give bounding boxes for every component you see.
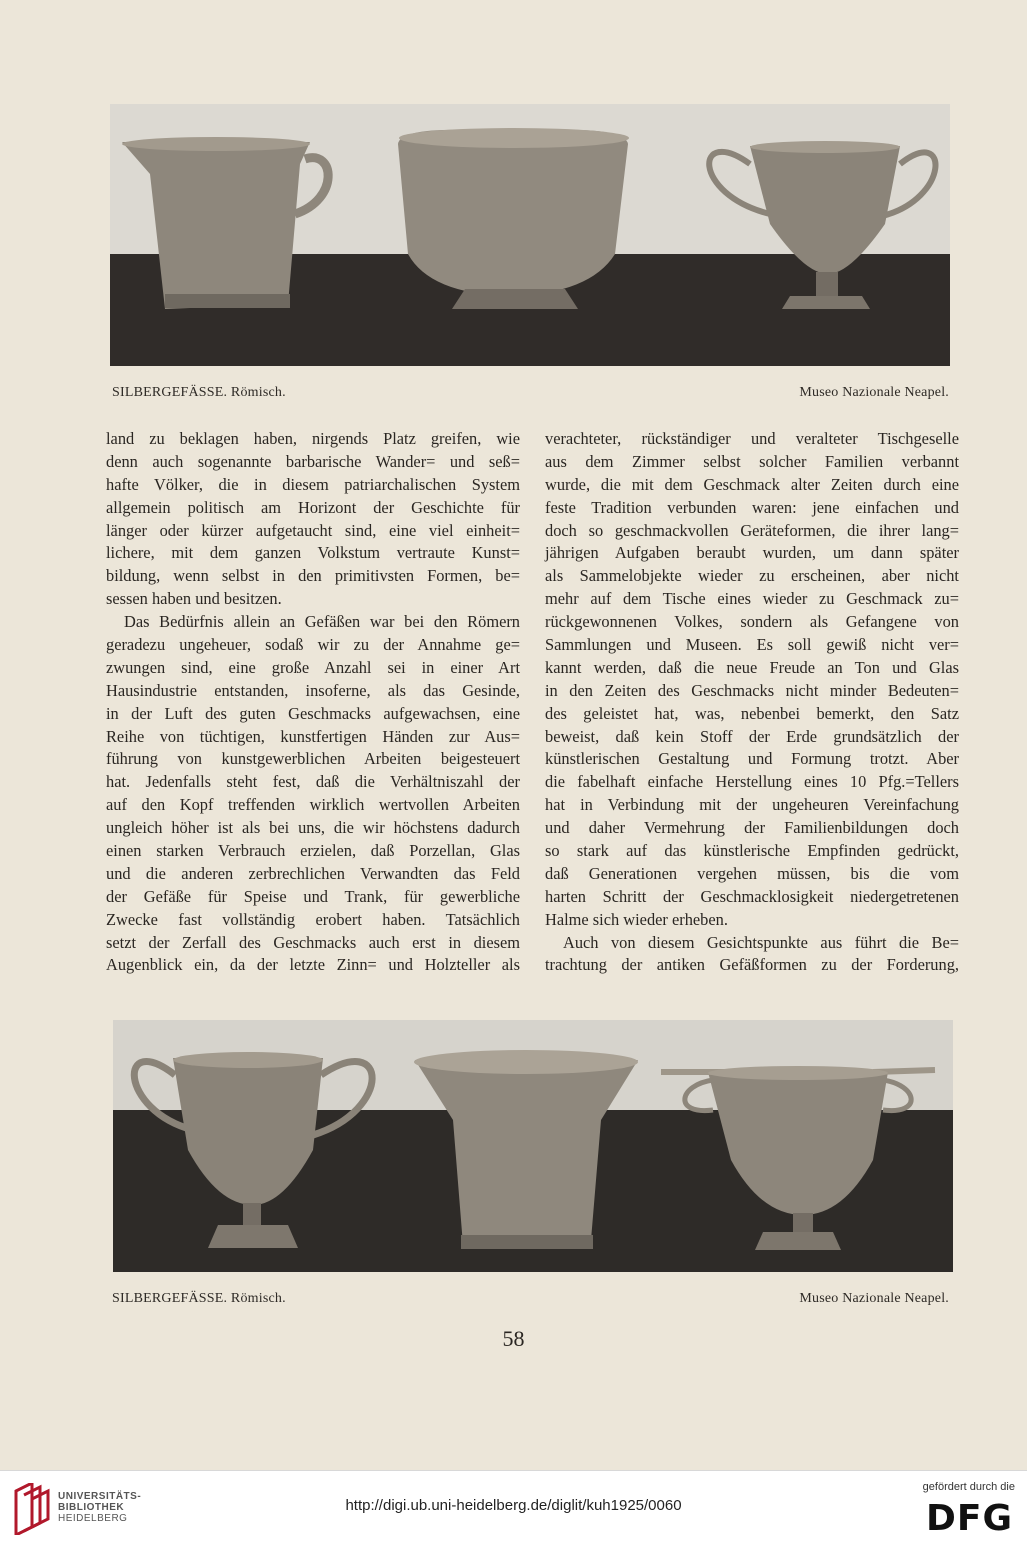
text-line: wurde, die mit dem Geschmack alter Zeiten durch eine [545,474,959,494]
text-line: führung von kunstgewerblichen Arbeiten beigesteuert [106,749,520,769]
text-line: aus dem Zimmer selbst solcher Familien verbannt [545,451,959,471]
text-line: rückgewonnenen Volkes, sondern als Gefangene von [545,612,959,632]
caption-bottom-right: Museo Nazionale Neapel. [799,1291,949,1306]
text-line: hat. Jedenfalls steht fest, daß die Verhältniszahl der [106,772,520,792]
text-line: Halme sich wieder erheben. [545,909,728,929]
text-line: sessen haben und besitzen. [106,589,282,609]
photo-silver-vessels-bottom [113,1020,953,1272]
text-line: jährigen Aufgaben beraubt wurden, um dann später [545,543,959,563]
text-line: daß Generationen vergehen müssen, bis die vom [545,863,959,883]
text-line: und die anderen zerbrechlichen Verwandten das Feld [106,863,520,883]
page-number: 58 [502,1326,525,1351]
text-line: allgemein politisch am Horizont der Geschichte für [106,497,520,517]
text-line: verachteter, rückständiger und veralteter Tischgeselle [545,429,959,448]
dfg-logo: DFG [925,1498,1013,1539]
text-line: doch so geschmackvollen Geräteformen, die ihrer lang= [545,520,959,540]
text-line: einen starken Verbrauch erzielen, daß Porzellan, Glas [106,841,520,861]
text-line: künstlerischen Gestaltung und Formung trotzt. Aber [545,749,959,769]
text-line: hat in Verbindung mit der ungeheuren Vereinfachung [545,795,959,815]
text-line: ungleich höher ist als bei uns, die wir höchstens dadurch [106,818,520,838]
text-line: so stark auf das künstlerische Empfinden gedrückt, [545,841,959,861]
text-line: der Gefäße für Speise und Trank, für gewerbliche [106,886,520,906]
text-line: setzt der Zerfall des Geschmacks auch erst in diesem [106,932,520,952]
text-line: harten Schritt der Geschmacklosigkeit niedergetretenen [545,886,959,906]
photo-silver-vessels-top [110,104,950,366]
library-name-line1: UNIVERSITÄTS- [58,1491,142,1502]
text-line: geradezu ungeheuer, sodaß wir zu der Annahme ge= [106,635,520,655]
text-line: Zwecke fast vollständig erobert haben. Tatsächlich [106,909,520,929]
text-line: und daher Vermehrung der Familienbildungen doch [545,818,959,838]
text-line: Hausindustrie entstanden, insoferne, als das Gesinde, [106,680,520,700]
text-line: denn auch sogenannte barbarische Wander= und seß= [106,451,520,471]
text-line: Das Bedürfnis allein an Gefäßen war bei den Römern [124,612,520,632]
text-line: kannt werden, daß die neue Freude an Ton und Glas [545,657,959,677]
caption-top-left: SILBERGEFÄSSE. Römisch. [112,385,286,400]
text-line: als Sammelobjekte wieder zu erscheinen, aber nicht [545,566,959,586]
text-line: Augenblick ein, da der letzte Zinn= und Holzteller als [106,955,520,975]
text-line: Auch von diesem Gesichtspunkte aus führt die Be= [563,932,959,952]
text-line: hafte Völker, die in diesem patriarchalischen System [106,474,520,494]
text-line: in den Zeiten des Geschmacks nicht minder Bedeuten= [545,680,959,700]
text-line: des geleistet hat, was, nebenbei bemerkt, den Satz [545,703,959,723]
caption-bottom-left: SILBERGEFÄSSE. Römisch. [112,1291,286,1306]
text-line: die fabelhaft einfache Herstellung eines 10 Pfg.=Tellers [545,772,959,792]
text-line: auf den Kopf treffenden wirklich wertvollen Arbeiten [106,795,520,815]
library-name-line2: BIBLIOTHEK [58,1502,125,1513]
text-line: länger oder kürzer aufgetaucht sind, eine viel einheit= [106,520,520,540]
text-column-right [545,428,959,977]
digitization-footer [0,1470,1027,1546]
library-name-line3: HEIDELBERG [58,1513,128,1524]
text-line: Reihe von tüchtigen, kunstfertigen Händen zur Aus= [106,726,520,746]
funded-by-label: gefördert durch die [922,1481,1015,1493]
text-line: trachtung der antiken Gefäßformen zu der Forderung, [545,955,959,975]
text-line: zwungen sind, eine große Anzahl sei in einer Art [106,657,520,677]
text-line: in der Luft des guten Geschmacks aufgewachsen, eine [106,703,520,723]
text-line: Sammlungen und Museen. Es soll gewiß nicht ver= [545,635,959,655]
text-line: lichere, mit dem ganzen Volkstum vertraute Kunst= [106,543,520,563]
text-line: bildung, wenn selbst in den primitivsten Formen, be= [106,566,520,586]
caption-top-right: Museo Nazionale Neapel. [799,385,949,400]
digital-copy-link[interactable]: http://digi.ub.uni-heidelberg.de/diglit/kuh1925/0060 [345,1497,682,1514]
text-line: feste Tradition verbunden waren: jene einfachen und [545,497,959,517]
text-column-left [106,428,520,977]
text-line: mehr auf dem Tische eines wieder zu Geschmack zu= [545,589,959,609]
text-line: land zu beklagen haben, nirgends Platz greifen, wie [106,429,520,448]
text-line: beweist, daß kein Stoff der Erde grundsätzlich der [545,726,959,746]
